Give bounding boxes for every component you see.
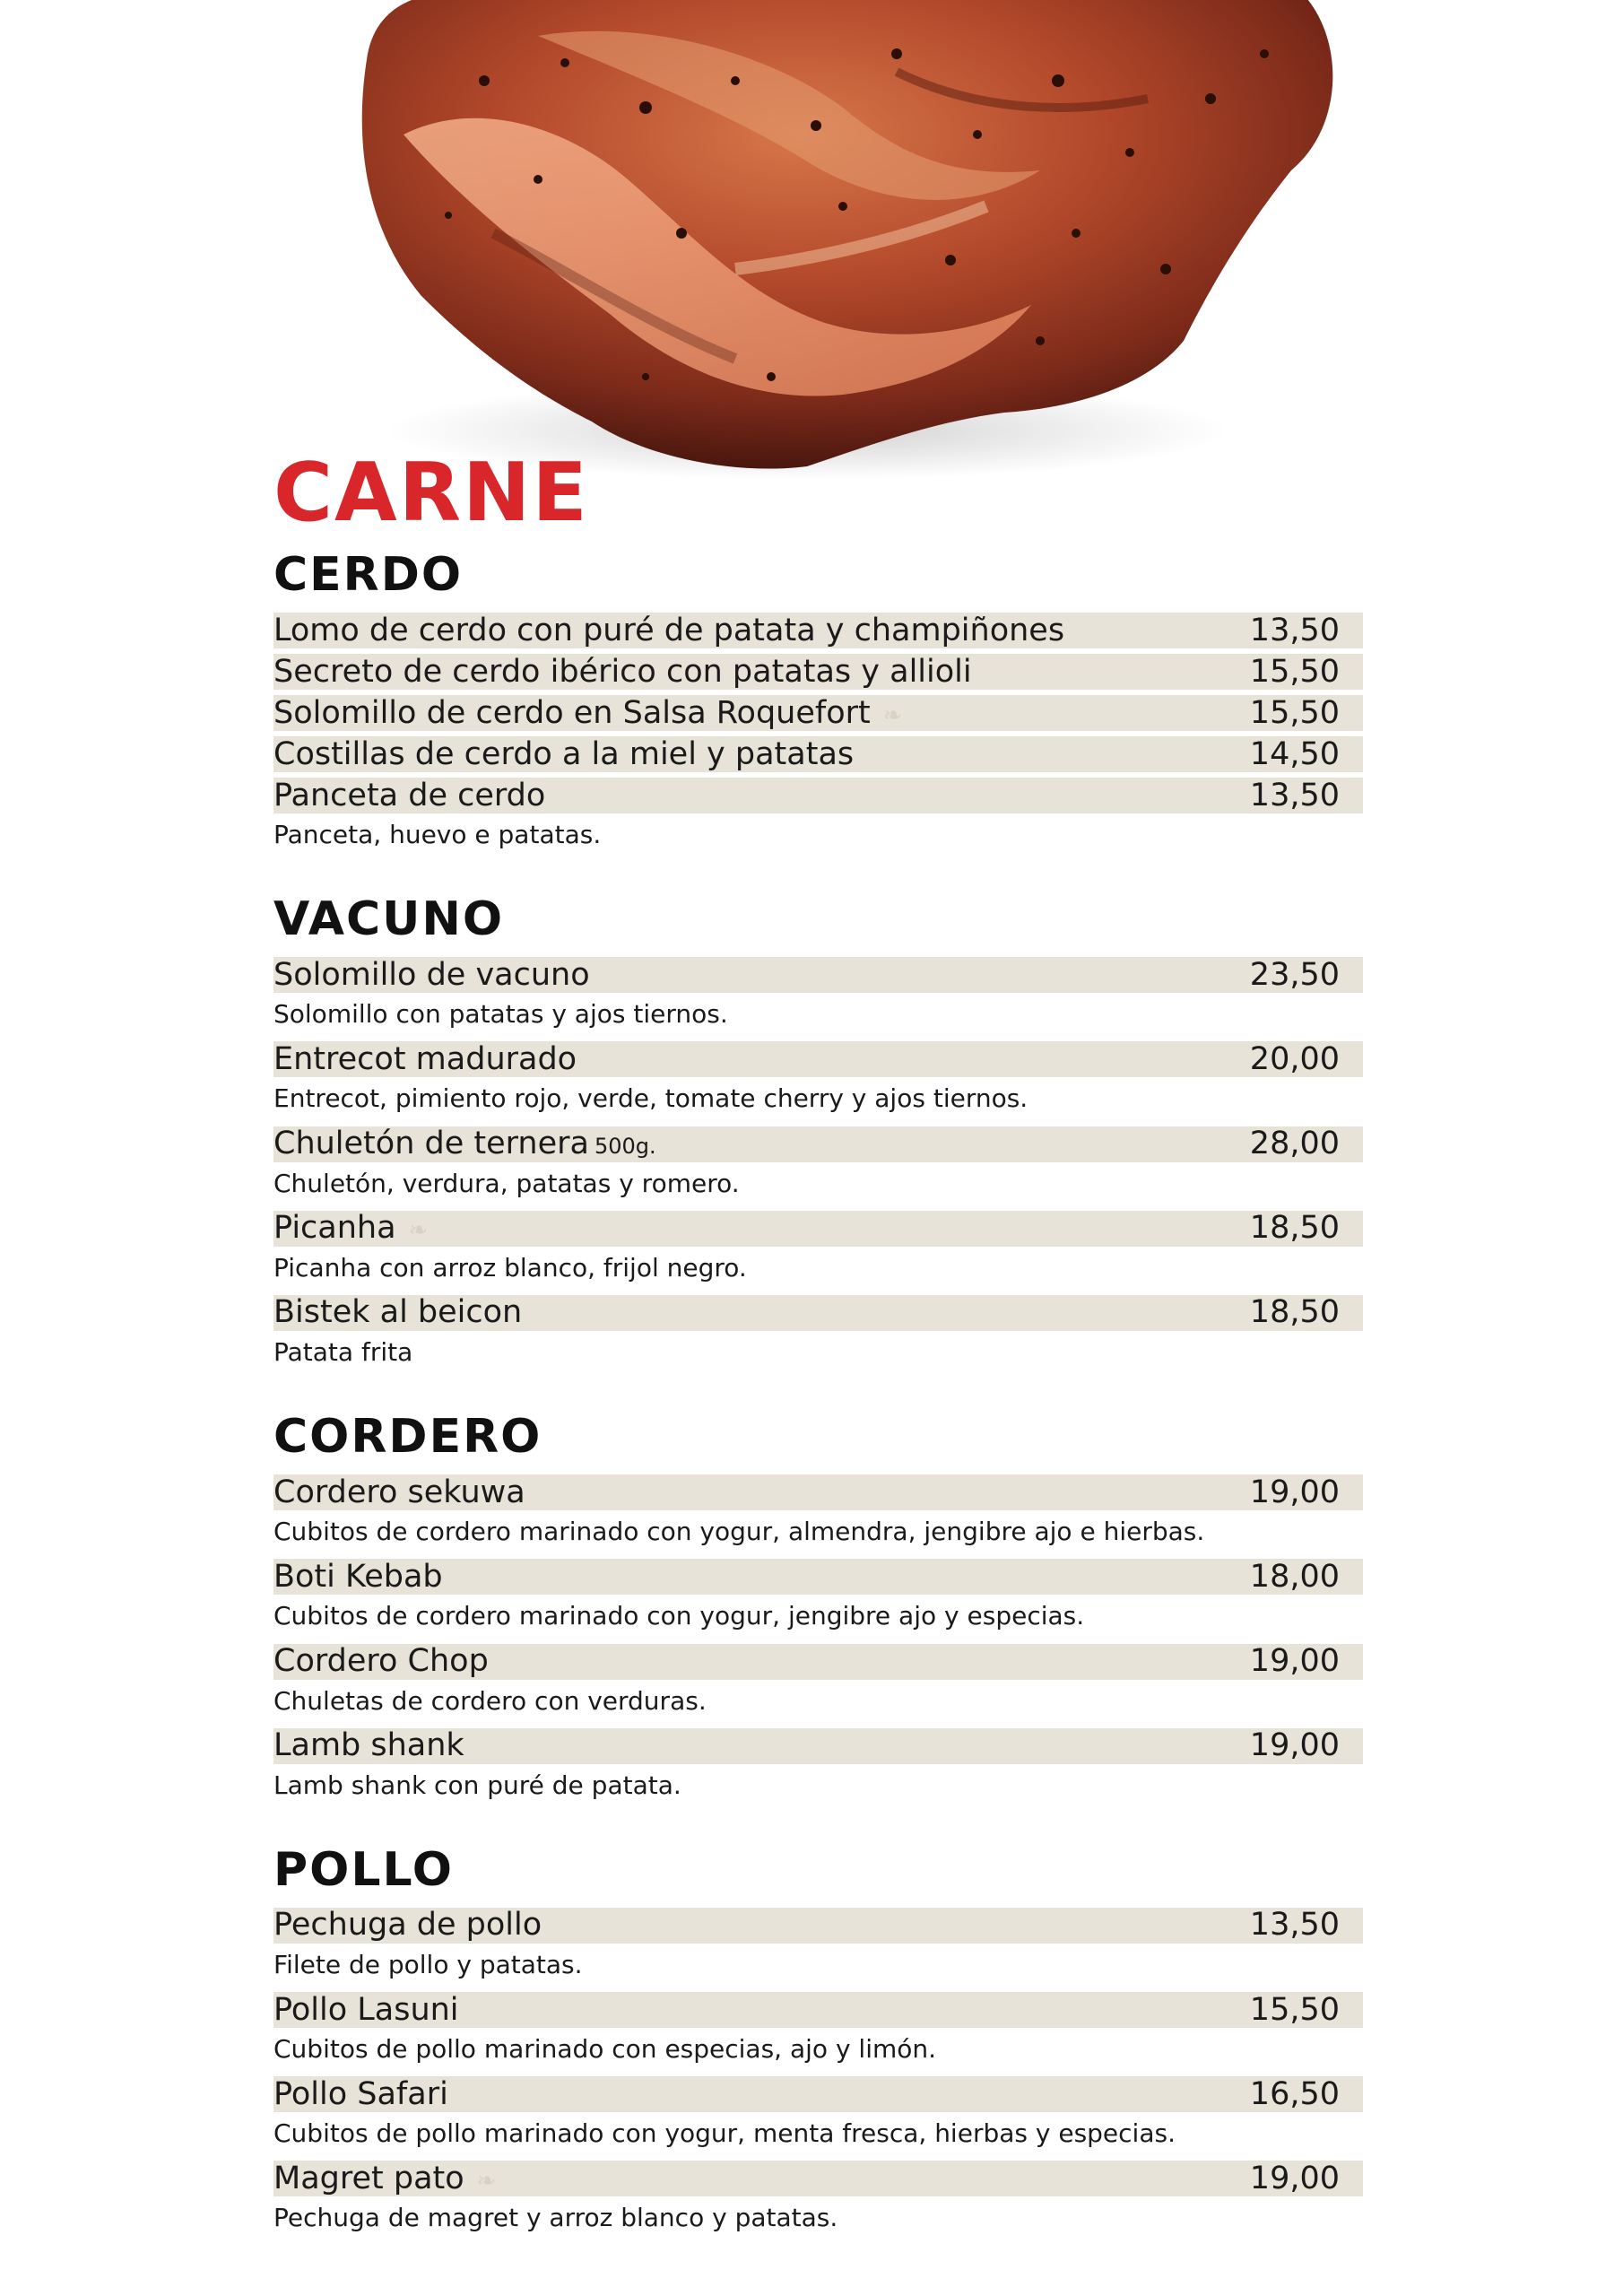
menu-item-name: Pollo Safari xyxy=(273,2075,448,2112)
menu-item-row xyxy=(273,1908,1363,1944)
menu-item-price: 13,50 xyxy=(1249,1907,1340,1944)
menu-item-price: 19,00 xyxy=(1249,1643,1340,1679)
menu-item-price: 15,50 xyxy=(1249,1991,1340,2028)
menu-item xyxy=(273,1644,1363,1716)
menu-item-price: 14,50 xyxy=(1249,735,1340,772)
menu-item-name-group xyxy=(273,735,855,772)
menu-item-name: Solomillo de vacuno xyxy=(273,956,590,993)
menu-section xyxy=(273,1842,1363,2233)
menu-item-name: Entrecot madurado xyxy=(273,1040,577,1077)
menu-item-price: 13,50 xyxy=(1249,777,1340,813)
section-title: VACUNO xyxy=(273,892,505,947)
section-title: CERDO xyxy=(273,548,464,602)
menu-section xyxy=(273,892,1363,1367)
menu-item-name-group xyxy=(273,1643,489,1679)
menu-item xyxy=(273,1126,1363,1198)
menu-item-description: Entrecot, pimiento rojo, verde, tomate cherry y ajos tiernos. xyxy=(273,1083,1028,1114)
menu-item xyxy=(273,957,1363,1029)
menu-item-name-group xyxy=(273,694,903,731)
menu-item-name-group xyxy=(273,2160,497,2196)
menu-item xyxy=(273,2076,1363,2148)
menu-item-name-group xyxy=(273,1474,525,1510)
menu-section xyxy=(273,548,1363,849)
menu-item xyxy=(273,1908,1363,1979)
menu-item-weight: 500g. xyxy=(594,1134,656,1160)
menu-item xyxy=(273,1295,1363,1367)
menu-item-name: Pollo Lasuni xyxy=(273,1991,459,2028)
menu-item xyxy=(273,1728,1363,1800)
menu-item xyxy=(273,695,1363,731)
menu-item-name: Panceta de cerdo xyxy=(273,777,546,813)
menu-item-description: Chuletas de cordero con verduras. xyxy=(273,1685,707,1716)
menu-item-row xyxy=(273,1728,1363,1764)
menu-item-row xyxy=(273,1644,1363,1680)
menu-item-description: Filete de pollo y patatas. xyxy=(273,1949,583,1979)
menu-item-price: 13,50 xyxy=(1249,612,1340,648)
menu-item-name: Picanha xyxy=(273,1210,396,1247)
menu-section xyxy=(273,1410,1363,1800)
menu-sections xyxy=(273,548,1363,2233)
menu-item-price: 15,50 xyxy=(1249,694,1340,731)
menu-item-name-group xyxy=(273,777,546,813)
menu-item-name-group xyxy=(273,653,972,690)
menu-item-price: 18,50 xyxy=(1249,1210,1340,1247)
menu-item-description: Lamb shank con puré de patata. xyxy=(273,1770,681,1800)
menu-item xyxy=(273,736,1363,772)
menu-item-name-group xyxy=(273,1294,523,1331)
menu-item-price: 19,00 xyxy=(1249,1474,1340,1510)
menu-item-name-group xyxy=(273,2075,448,2112)
menu-item-row xyxy=(273,1126,1363,1162)
menu-item-row xyxy=(273,654,1363,690)
menu-item-description: Cubitos de pollo marinado con yogur, menta fresca, hierbas y especias. xyxy=(273,2118,1176,2149)
menu-item-name-group xyxy=(273,1727,464,1764)
menu-item-row xyxy=(273,1041,1363,1077)
menu-item-row xyxy=(273,1474,1363,1510)
menu-item-description: Cubitos de cordero marinado con yogur, jengibre ajo y especias. xyxy=(273,1601,1085,1631)
menu-item-name: Costillas de cerdo a la miel y patatas xyxy=(273,735,855,772)
menu-item xyxy=(273,778,1363,849)
menu-item-name-group xyxy=(273,1210,429,1247)
menu-item-price: 18,00 xyxy=(1249,1558,1340,1595)
menu-item-price: 15,50 xyxy=(1249,653,1340,690)
menu-item xyxy=(273,613,1363,648)
section-title: POLLO xyxy=(273,1842,454,1897)
leaf-icon: ❧ xyxy=(408,1217,429,1245)
menu-item-name: Cordero sekuwa xyxy=(273,1474,525,1510)
menu-item-row xyxy=(273,957,1363,993)
menu-item-name: Chuletón de ternera xyxy=(273,1126,589,1162)
leaf-icon: ❧ xyxy=(476,2167,497,2195)
menu-item-row xyxy=(273,613,1363,648)
menu-item-price: 20,00 xyxy=(1249,1040,1340,1077)
menu-item-row xyxy=(273,1295,1363,1331)
menu-item xyxy=(273,1041,1363,1113)
menu-item-name: Lamb shank xyxy=(273,1727,464,1764)
menu-item-description: Solomillo con patatas y ajos tiernos. xyxy=(273,999,728,1030)
menu-item-name-group xyxy=(273,612,1065,648)
menu-item-price: 19,00 xyxy=(1249,1727,1340,1764)
menu-item-name: Boti Kebab xyxy=(273,1558,443,1595)
leaf-icon: ❧ xyxy=(882,701,903,729)
menu-item-name: Cordero Chop xyxy=(273,1643,489,1679)
menu-item xyxy=(273,654,1363,690)
menu-item-name: Pechuga de pollo xyxy=(273,1907,542,1944)
menu-item xyxy=(273,1211,1363,1283)
menu-item-price: 19,00 xyxy=(1249,2160,1340,2196)
menu-item-description: Picanha con arroz blanco, frijol negro. xyxy=(273,1252,747,1283)
menu-item-price: 16,50 xyxy=(1249,2075,1340,2112)
menu-item-name-group xyxy=(273,956,590,993)
menu-item-price: 23,50 xyxy=(1249,956,1340,993)
menu-item-name: Secreto de cerdo ibérico con patatas y allioli xyxy=(273,653,972,690)
menu-content xyxy=(273,446,1363,2280)
menu-item-name: Lomo de cerdo con puré de patata y champiñones xyxy=(273,612,1065,648)
menu-item-name-group xyxy=(273,1128,656,1160)
menu-item-name: Bistek al beicon xyxy=(273,1294,523,1331)
menu-item-name: Magret pato xyxy=(273,2160,464,2196)
menu-item-description: Panceta, huevo e patatas. xyxy=(273,820,602,849)
menu-item-price: 28,00 xyxy=(1249,1126,1340,1162)
menu-item-description: Patata frita xyxy=(273,1336,413,1367)
menu-item-row xyxy=(273,1559,1363,1595)
menu-item-description: Cubitos de pollo marinado con especias, ajo y limón. xyxy=(273,2034,937,2065)
menu-item-row xyxy=(273,695,1363,731)
menu-item-description: Chuletón, verdura, patatas y romero. xyxy=(273,1168,740,1198)
steak-photo xyxy=(269,0,1345,484)
menu-item-name-group xyxy=(273,1991,459,2028)
menu-item-name: Solomillo de cerdo en Salsa Roquefort xyxy=(273,694,871,731)
menu-item xyxy=(273,2161,1363,2232)
menu-item-row xyxy=(273,736,1363,772)
menu-item-name-group xyxy=(273,1558,443,1595)
menu-item-row xyxy=(273,778,1363,813)
menu-item-row xyxy=(273,2076,1363,2112)
section-title: CORDERO xyxy=(273,1410,542,1465)
menu-item-row xyxy=(273,1992,1363,2028)
menu-item-name-group xyxy=(273,1907,542,1944)
menu-item xyxy=(273,1474,1363,1546)
menu-item-name-group xyxy=(273,1040,577,1077)
menu-title: CARNE xyxy=(273,446,589,540)
menu-item-price: 18,50 xyxy=(1249,1294,1340,1331)
menu-item-description: Cubitos de cordero marinado con yogur, almendra, jengibre ajo e hierbas. xyxy=(273,1517,1205,1547)
menu-item xyxy=(273,1559,1363,1631)
menu-item xyxy=(273,1992,1363,2064)
menu-item-description: Pechuga de magret y arroz blanco y patatas. xyxy=(273,2203,838,2233)
menu-item-row xyxy=(273,2161,1363,2196)
menu-item-row xyxy=(273,1211,1363,1247)
